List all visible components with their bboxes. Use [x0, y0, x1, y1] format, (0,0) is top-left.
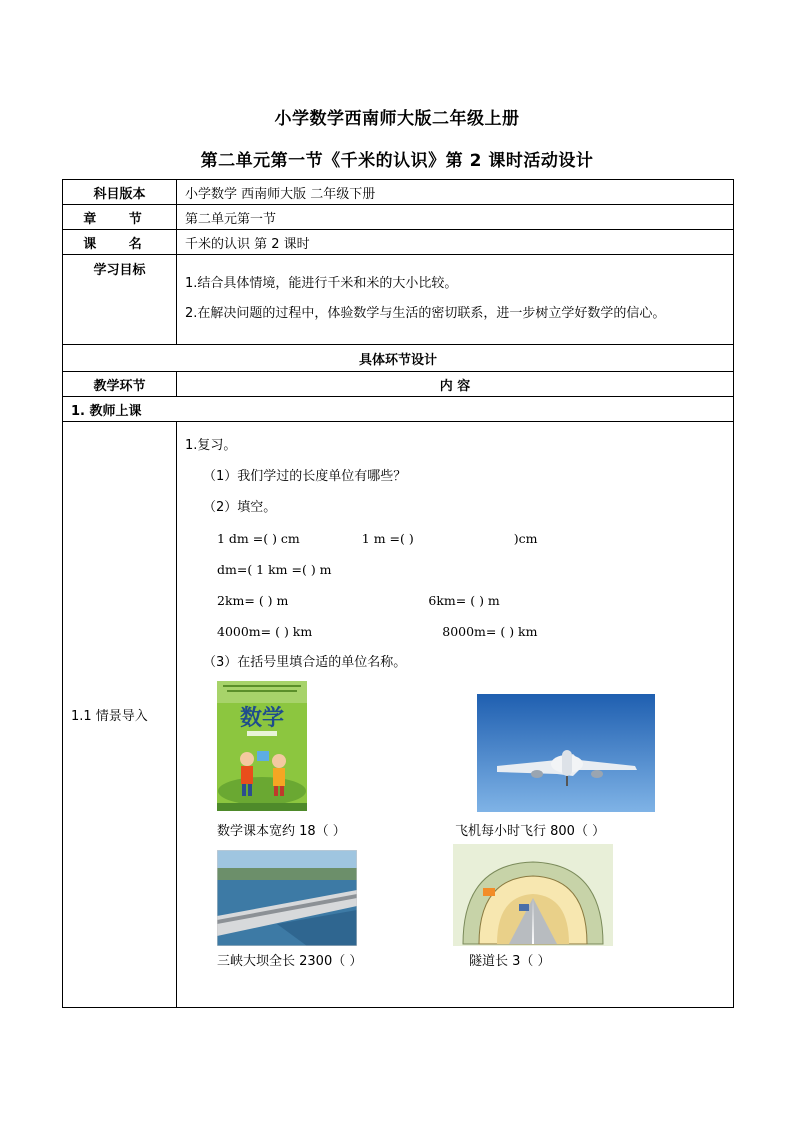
fill-blank: 8000m= ( ) km — [442, 624, 538, 639]
stage1-1-content — [177, 422, 734, 1008]
subject-label: 科目版本 — [63, 180, 177, 205]
stage1-title: 1. 教师上课 — [63, 397, 734, 422]
fill-blank: 1 dm =( ) cm — [217, 531, 300, 546]
row-stage1 — [63, 397, 734, 422]
document-title: 小学数学西南师大版二年级上册 — [274, 109, 520, 129]
chapter-label: 章 节 — [63, 205, 177, 230]
caption-row-2 — [185, 948, 725, 974]
textbook-cover-image — [217, 681, 307, 811]
fill-blank: 2km= ( ) m — [217, 593, 289, 608]
fill-row-2 — [185, 554, 725, 585]
caption-textbook: 数学课本宽约 18（ ） — [217, 824, 346, 839]
row-column-headers — [63, 372, 734, 397]
stage1-1-label: 1.1 情景导入 — [63, 422, 177, 1008]
lesson-table — [62, 179, 734, 1008]
question-2: （2）填空。 — [203, 500, 277, 515]
dam-icon — [217, 850, 357, 946]
textbook-icon — [217, 681, 307, 811]
goal-item: 1.结合具体情境，能进行千米和米的大小比较。 — [185, 275, 458, 291]
fill-blank: dm=( 1 km =( ) m — [217, 562, 332, 577]
caption-tunnel: 隧道长 3（ ） — [469, 954, 551, 969]
section-title: 具体环节设计 — [63, 345, 734, 372]
tunnel-icon — [453, 844, 613, 946]
fill-row-3 — [185, 585, 725, 616]
subject-value: 小学数学 西南师大版 二年级下册 — [177, 180, 734, 205]
review-heading: 1.复习。 — [185, 438, 237, 453]
chapter-value: 第二单元第一节 — [177, 205, 734, 230]
row-subject — [63, 180, 734, 205]
airplane-image — [477, 694, 655, 812]
row-goals — [63, 255, 734, 345]
row-stage1-1 — [63, 422, 734, 1008]
col-header-stage: 教学环节 — [63, 372, 177, 397]
airplane-icon — [477, 694, 655, 812]
goal-list — [177, 255, 734, 345]
question-1: （1）我们学过的长度单位有哪些？ — [203, 469, 407, 484]
row-chapter — [63, 205, 734, 230]
col-header-content: 内 容 — [177, 372, 734, 397]
caption-dam: 三峡大坝全长 2300（ ） — [217, 954, 363, 969]
lesson-value: 千米的认识 第 2 课时 — [177, 230, 734, 255]
fill-row-1 — [185, 523, 725, 554]
fill-blank: 1 m =( ) — [361, 531, 414, 546]
caption-airplane: 飞机每小时飞行 800（ ） — [455, 824, 606, 839]
image-row-1 — [185, 678, 725, 814]
tunnel-image — [453, 844, 613, 946]
row-section-title — [63, 345, 734, 372]
goal-item: 2.在解决问题的过程中，体验数学与生活的密切联系，进一步树立学好数学的信心。 — [185, 305, 666, 321]
dam-image — [217, 850, 357, 946]
document-subtitle: 第二单元第一节《千米的认识》第 2 课时活动设计 — [200, 151, 594, 171]
textbook-title: 数学 — [239, 705, 285, 731]
goal-label: 学习目标 — [63, 255, 177, 345]
row-lesson — [63, 230, 734, 255]
lesson-label: 课 名 — [63, 230, 177, 255]
fill-row-4 — [185, 616, 725, 647]
caption-row-1 — [185, 814, 725, 844]
fill-blank: )cm — [513, 531, 538, 546]
fill-blank: 4000m= ( ) km — [217, 624, 313, 639]
fill-blank: 6km= ( ) m — [428, 593, 500, 608]
image-row-2 — [185, 844, 725, 948]
question-3: （3）在括号里填合适的单位名称。 — [203, 655, 407, 670]
